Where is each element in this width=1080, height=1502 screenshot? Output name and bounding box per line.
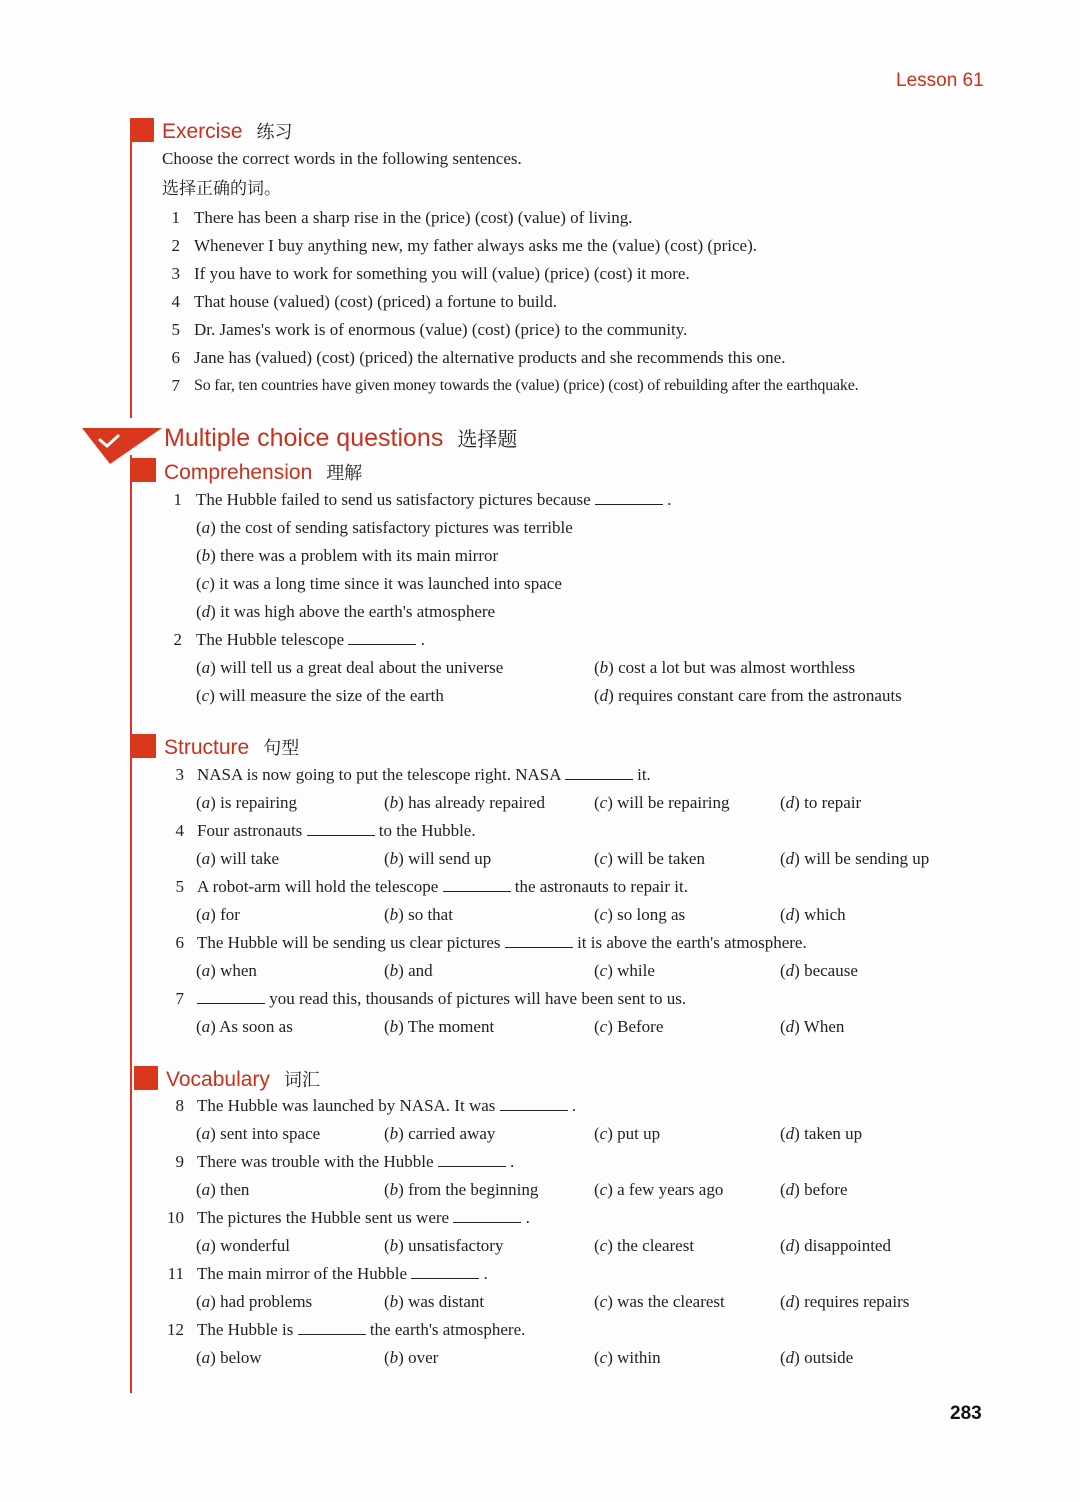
question-before: The pictures the Hubble sent us were [197, 1208, 450, 1227]
answer-option: (a) will tell us a great deal about the universe [196, 658, 504, 677]
answer-option: (b) over [384, 1348, 439, 1367]
answer-option: (d) taken up [780, 1124, 863, 1143]
answer-option: (a) below [196, 1348, 262, 1367]
answer-option: (a) is repairing [196, 793, 298, 812]
question-number: 4 [175, 821, 184, 840]
answer-option: (d) it was high above the earth's atmosphere [196, 602, 496, 621]
answer-option: (b) was distant [384, 1292, 485, 1311]
question-before: The Hubble will be sending us clear pictures [197, 933, 501, 952]
answer-blank [505, 933, 573, 948]
answer-option: (b) has already repaired [384, 793, 545, 812]
item-number: 7 [171, 376, 180, 395]
answer-option: (c) will measure the size of the earth [196, 686, 444, 705]
mcq-heading [164, 423, 517, 453]
answer-option: (b) and [384, 961, 433, 980]
question-number: 1 [173, 490, 182, 509]
margin-rule-bottom [130, 455, 132, 1393]
comprehension-heading [164, 459, 362, 485]
question-text [197, 1095, 576, 1117]
answer-option: (c) was the clearest [594, 1292, 725, 1311]
answer-blank [438, 1152, 506, 1167]
answer-option: (c) the clearest [594, 1236, 695, 1255]
structure-title-zh: 句型 [263, 738, 300, 758]
answer-option: (d) which [780, 905, 846, 924]
item-number: 1 [171, 208, 180, 227]
question-before: The Hubble was launched by NASA. It was [197, 1096, 496, 1115]
section-marker [130, 118, 154, 142]
structure-heading [164, 734, 299, 760]
answer-blank [453, 1208, 521, 1223]
question-after: . [525, 1208, 530, 1227]
section-marker [132, 734, 156, 758]
exercise-item: Whenever I buy anything new, my father always asks me the (value) (cost) (price). [194, 236, 757, 255]
answer-option: (b) so that [384, 905, 453, 924]
answer-option: (b) will send up [384, 849, 492, 868]
vocabulary-title: Vocabulary [166, 1068, 270, 1091]
answer-option: (b) there was a problem with its main mirror [196, 546, 499, 565]
section-marker [134, 1066, 158, 1090]
question-text [197, 764, 651, 786]
exercise-heading [162, 118, 293, 144]
answer-option: (d) When [780, 1017, 845, 1036]
answer-option: (b) cost a lot but was almost worthless [594, 658, 856, 677]
answer-option: (d) disappointed [780, 1236, 891, 1255]
comprehension-title-zh: 理解 [326, 463, 363, 483]
answer-blank [595, 490, 663, 505]
exercise-item: So far, ten countries have given money towards the (value) (price) (cost) of rebuilding after the earthquake. [194, 377, 859, 394]
question-text [197, 1207, 530, 1229]
answer-option: (d) will be sending up [780, 849, 930, 868]
answer-blank [307, 821, 375, 836]
answer-option: (a) As soon as [196, 1017, 293, 1036]
question-after: to the Hubble. [378, 821, 476, 840]
section-marker [132, 458, 156, 482]
mcq-title: Multiple choice questions [164, 424, 444, 452]
item-number: 2 [171, 236, 180, 255]
item-number: 4 [171, 292, 180, 311]
question-text [196, 629, 425, 651]
question-after: the earth's atmosphere. [369, 1320, 526, 1339]
question-after: the astronauts to repair it. [514, 877, 689, 896]
question-number: 12 [167, 1320, 184, 1339]
vocabulary-title-zh: 词汇 [283, 1070, 320, 1090]
answer-option: (a) the cost of sending satisfactory pictures was terrible [196, 518, 573, 537]
question-before: The main mirror of the Hubble [197, 1264, 408, 1283]
exercise-item: There has been a sharp rise in the (price) (cost) (value) of living. [194, 208, 633, 227]
exercise-title-zh: 练习 [256, 122, 293, 142]
answer-blank [348, 630, 416, 645]
answer-option: (a) had problems [196, 1292, 313, 1311]
answer-blank [197, 989, 265, 1004]
answer-option: (b) from the beginning [384, 1180, 539, 1199]
answer-option: (b) carried away [384, 1124, 496, 1143]
question-after: . [420, 630, 425, 649]
question-after: . [483, 1264, 488, 1283]
item-number: 5 [171, 320, 180, 339]
question-after: . [571, 1096, 577, 1115]
question-text [197, 876, 688, 898]
answer-blank [298, 1320, 366, 1335]
question-before: The Hubble failed to send us satisfactory pictures because [196, 490, 591, 509]
margin-rule-top [130, 118, 132, 418]
exercise-instruction-zh: 选择正确的词。 [162, 179, 281, 198]
lesson-label: Lesson 61 [896, 70, 984, 91]
exercise-instruction: Choose the correct words in the following sentences. [162, 149, 522, 168]
item-number: 3 [171, 264, 180, 283]
answer-option: (a) wonderful [196, 1236, 290, 1255]
answer-option: (c) put up [594, 1124, 661, 1143]
question-text [197, 1151, 514, 1173]
answer-option: (a) when [196, 961, 257, 980]
question-after: it. [637, 765, 651, 784]
answer-blank [565, 765, 633, 780]
question-after: . [510, 1152, 515, 1171]
answer-option: (d) before [780, 1180, 848, 1199]
question-number: 6 [175, 933, 184, 952]
question-number: 2 [173, 630, 182, 649]
question-after: you read this, thousands of pictures will have been sent to us. [269, 989, 687, 1008]
answer-option: (a) for [196, 905, 240, 924]
question-text [197, 1263, 488, 1285]
answer-option: (c) will be repairing [594, 793, 730, 812]
answer-option: (c) it was a long time since it was launched into space [196, 574, 562, 593]
item-number: 6 [171, 348, 180, 367]
answer-option: (b) The moment [384, 1017, 495, 1036]
answer-option: (c) will be taken [594, 849, 705, 868]
question-number: 8 [175, 1096, 184, 1115]
question-before: A robot-arm will hold the telescope [197, 877, 439, 896]
answer-option: (d) to repair [780, 793, 862, 812]
answer-option: (c) a few years ago [594, 1180, 724, 1199]
question-text [197, 988, 686, 1010]
question-before: There was trouble with the Hubble [197, 1152, 434, 1171]
question-after: it is above the earth's atmosphere. [577, 933, 807, 952]
question-before: The Hubble telescope [196, 630, 345, 649]
question-number: 10 [167, 1208, 184, 1227]
exercise-item: That house (valued) (cost) (priced) a fortune to build. [194, 292, 558, 311]
question-text [197, 932, 807, 954]
answer-option: (b) unsatisfactory [384, 1236, 504, 1255]
answer-blank [443, 877, 511, 892]
question-text [197, 820, 476, 842]
answer-option: (c) so long as [594, 905, 686, 924]
question-number: 3 [175, 765, 184, 784]
question-after: . [667, 490, 672, 509]
question-text [196, 489, 671, 511]
exercise-title: Exercise [162, 120, 243, 143]
answer-blank [500, 1096, 568, 1111]
vocabulary-heading [166, 1066, 320, 1092]
exercise-item: Jane has (valued) (cost) (priced) the alternative products and she recommends this one. [194, 348, 786, 367]
answer-option: (d) outside [780, 1348, 854, 1367]
question-number: 7 [175, 989, 184, 1008]
structure-title: Structure [164, 736, 250, 759]
question-before: Four astronauts [197, 821, 303, 840]
question-number: 5 [175, 877, 184, 896]
exercise-item: If you have to work for something you will (value) (price) (cost) it more. [194, 264, 690, 283]
question-number: 11 [167, 1264, 184, 1283]
exercise-item: Dr. James's work is of enormous (value) (cost) (price) to the community. [194, 320, 688, 339]
answer-option: (a) sent into space [196, 1124, 321, 1143]
answer-option: (a) then [196, 1180, 250, 1199]
answer-option: (a) will take [196, 849, 280, 868]
question-before: The Hubble is [197, 1320, 294, 1339]
answer-option: (c) within [594, 1348, 661, 1367]
answer-option: (d) requires constant care from the astronauts [594, 686, 902, 705]
mcq-title-zh: 选择题 [457, 429, 518, 451]
answer-option: (d) requires repairs [780, 1292, 910, 1311]
page-number: 283 [950, 1403, 982, 1424]
answer-option: (c) while [594, 961, 655, 980]
answer-blank [411, 1264, 479, 1279]
question-text [197, 1319, 525, 1341]
comprehension-title: Comprehension [164, 461, 313, 484]
answer-option: (d) because [780, 961, 858, 980]
question-number: 9 [175, 1152, 184, 1171]
question-before: NASA is now going to put the telescope right. NASA [197, 765, 561, 784]
answer-option: (c) Before [594, 1017, 664, 1036]
